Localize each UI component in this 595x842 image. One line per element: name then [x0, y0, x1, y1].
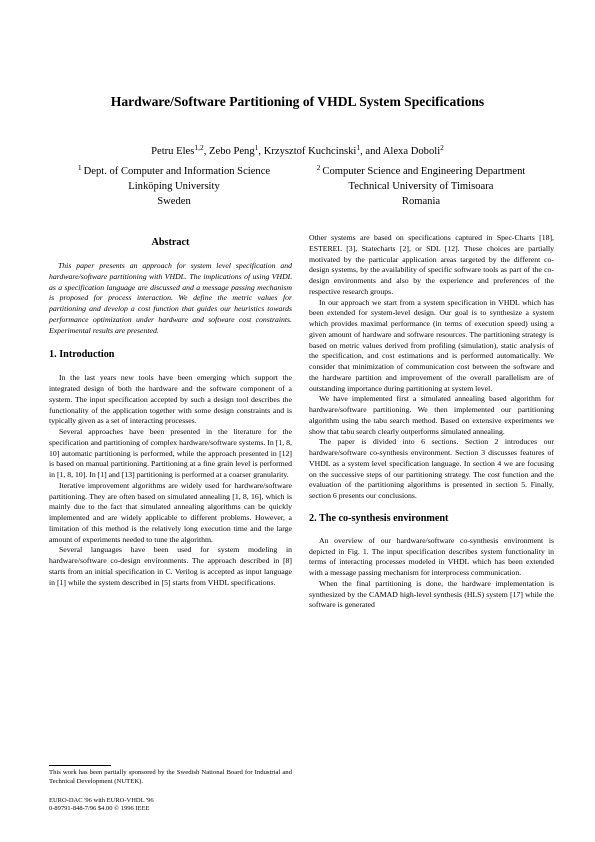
author-separator: ,	[203, 146, 210, 157]
author-affiliation-mark: 1,2	[194, 143, 204, 152]
body-paragraph: The paper is divided into 6 sections. Section 2 introduces our hardware/software co-synthesis environment. Section 3 discusses features of VHDL as a system level specification language. In section 4 we are focusing on the successive steps of our partitioning strategy. The cost function and the evaluation of the partitioning algorithms is presented in section 5. Finally, section 6 presents our conclusions.	[309, 437, 554, 500]
body-paragraph: Several approaches have been presented in the literature for the specification and partitioning of complex hardware/software systems. In [1, 8, 10] automatic partitioning is performed, while the approach presented in [12] is based on manual partitioning. Partitioning at a fine grain level is performed in [1, 8, 10]. In [1] and [13] partitioning is performed at a coarser granularity.	[49, 427, 292, 479]
author-separator: , and	[360, 146, 383, 157]
body-paragraph: We have implemented first a simulated annealing based algorithm for hardware/software partitioning. We then implemented our partitioning algorithm using the tabu search method. Based on extensive experiments we show that tabu search clearly outperforms simulated annealing.	[309, 394, 554, 436]
author-affiliation-mark: 1	[356, 143, 361, 152]
affiliation-line	[290, 164, 552, 179]
affiliation-number: 2	[316, 163, 321, 172]
body-paragraph: An overview of our hardware/software co-synthesis environment is depicted in Fig. 1. The input specification describes system functionality in terms of interacting processes modeled in VHDL which has been extended with a message passing mechanism for interprocess communication.	[309, 535, 554, 577]
affiliation-department: Computer Science and Engineering Department	[322, 166, 526, 177]
affiliation-line	[49, 164, 299, 179]
affiliation-university: Linköping University	[128, 181, 220, 193]
conference-info	[49, 797, 249, 813]
author-name: Alexa Doboli	[382, 146, 441, 157]
affiliation-1	[49, 164, 299, 210]
body-paragraph: Iterative improvement algorithms are widely used for hardware/software partitioning. They are often based on simulated annealing [1, 8, 16], which is mainly due to the fact that simulated annealing algorithms can be quickly implemented and are widely applicable to different problems. However, a limitation of this method is the relatively long execution time and the large amount of experiments needed to tune the algorithm.	[49, 480, 292, 544]
body-paragraph: Other systems are based on specifications captured in Spec-Charts [18], ESTEREL [3], Statecharts [2], or SDL [12]. These choices are partially motivated by the particular application areas targeted by the different co-design systems, by the availability of specific software tools as part of the co-design environments and also by the experience and preferences of the respective research groups.	[309, 233, 554, 296]
body-paragraph: Several languages have been used for system modeling in hardware/software co-design environments. The approach described in [8] starts from an initial specification in C. Verilog is accepted as input language in [1] while the system described in [5] starts from VHDL specifications.	[49, 545, 292, 587]
body-paragraph: In our approach we start from a system specification in VHDL which has been extended for system-level design. Our goal is to synthesize a system which provides maximal performance (in terms of execution speed) using a given amount of hardware and software resources. The partitioning strategy is based on metric values derived from profiling (simulation), static analysis of the specification, and cost estimations and is performed automatically. We consider that minimization of communication cost between the software and the hardware partition and improvement of the overall parallelism are of outstanding importance during partitioning at system level.	[309, 297, 554, 393]
author-list	[0, 145, 595, 159]
copyright-line: 0-89791-848-7/96 $4.00 © 1996 IEEE	[49, 805, 150, 812]
author-affiliation-mark: 1	[254, 143, 259, 152]
paper-title: Hardware/Software Partitioning of VHDL System Specifications	[110, 94, 485, 109]
affiliation-country: Romania	[401, 196, 441, 208]
affiliation-department: Dept. of Computer and Information Science	[83, 166, 271, 177]
author-name: Zebo Peng	[209, 146, 255, 157]
affiliation-country: Sweden	[157, 196, 191, 208]
footnote: This work has been partially sponsored by the Swedish National Board for Industrial and Technical Development (NUTEK).	[49, 769, 292, 785]
section-2-heading: 2. The co-synthesis environment	[309, 512, 449, 524]
right-column	[309, 233, 554, 611]
abstract-text: This paper presents an approach for system level specification and hardware/software partitioning with VHDL. The implications of using VHDL as a specification language are discussed and a message passing mechanism is proposed for process interaction. We define the metric values for partitioning and develop a cost function that guides our heuristics towards performance optimization under hardware and software cost constraints. Experimental results are presented.	[49, 261, 292, 335]
left-column	[49, 233, 292, 588]
author-affiliation-mark: 2	[440, 143, 444, 152]
affiliation-number: 1	[77, 163, 82, 172]
affiliation-2	[290, 164, 552, 210]
section-1-heading: 1. Introduction	[49, 349, 115, 361]
author-name: Krzysztof Kuchcinski	[263, 146, 357, 157]
conference-name: EURO-DAC '96 with EURO-VHDL '96	[49, 797, 154, 804]
body-paragraph: When the final partitioning is done, the hardware implementation is synthesized by the CAMAD high-level synthesis (HLS) system [17] while the software is generated	[309, 578, 554, 610]
author-name: Petru Eles	[151, 146, 195, 157]
abstract-heading: Abstract	[151, 237, 190, 248]
footnote-divider	[49, 765, 111, 766]
author-separator: ,	[258, 146, 264, 157]
body-paragraph: In the last years new tools have been emerging which support the integrated design of both the hardware and the software component of a system. The input specification accepted by such a design tool describes the functionality of the application together with some design constraints and is typically given as a set of interacting processes.	[49, 373, 292, 426]
affiliation-university: Technical University of Timisoara	[348, 181, 494, 193]
